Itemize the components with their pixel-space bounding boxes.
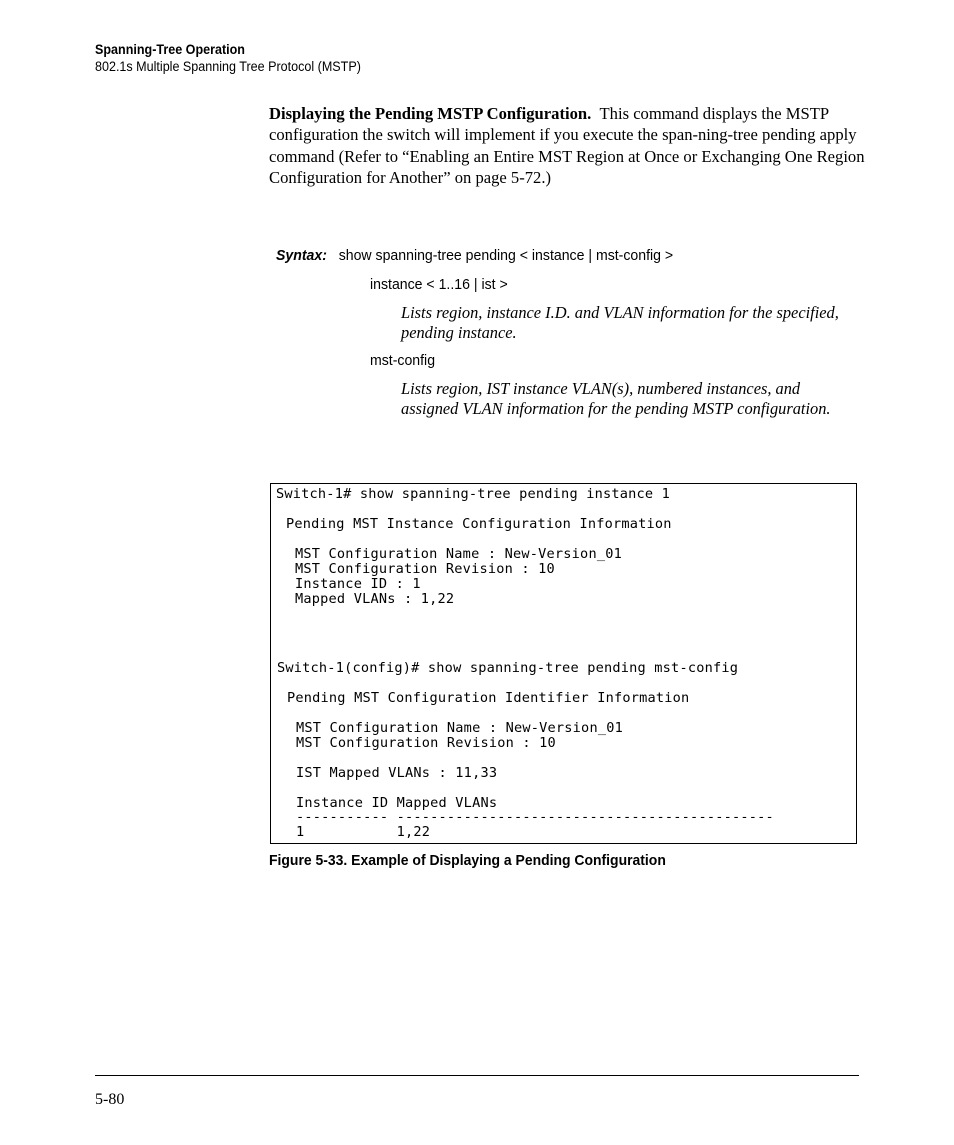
figure-caption: Figure 5-33. Example of Displaying a Pending Configuration (269, 852, 666, 869)
terminal-screenshot (270, 483, 857, 844)
terminal-line: MST Configuration Name : New-Version_01 (295, 546, 622, 562)
param-mst-config-description: Lists region, IST instance VLAN(s), numbered instances, and assigned VLAN information for the pending MSTP configuration. (401, 379, 831, 418)
page-number: 5-80 (95, 1091, 125, 1108)
terminal-table-header: Instance ID Mapped VLANs (296, 795, 498, 811)
terminal-title-1: Pending MST Instance Configuration Information (286, 516, 672, 532)
footer-rule (95, 1075, 859, 1076)
intro-text: This command displays the MSTP configuration the switch will implement if you execute the span-ning-tree pending apply command (Refer to “Enabling an Entire MST Region at Once or Exchanging One Region Configuration for Another” on page 5-72.) (269, 104, 865, 187)
terminal-command-1: Switch-1# show spanning-tree pending instance 1 (276, 486, 671, 502)
terminal-table-row: 1 1,22 (296, 824, 431, 840)
intro-paragraph (269, 103, 869, 188)
syntax-command: show spanning-tree pending < instance | mst-config > (338, 247, 674, 264)
terminal-line: MST Configuration Revision : 10 (296, 735, 556, 751)
param-instance-description: Lists region, instance I.D. and VLAN information for the specified, pending instance. (401, 303, 839, 342)
syntax-line (276, 246, 673, 266)
syntax-label: Syntax: (276, 247, 327, 264)
terminal-line: Instance ID : 1 (295, 576, 421, 592)
terminal-title-2: Pending MST Configuration Identifier Information (287, 690, 690, 706)
terminal-line: Mapped VLANs : 1,22 (295, 591, 455, 607)
terminal-command-2: Switch-1(config)# show spanning-tree pending mst-config (277, 660, 739, 676)
section-title: Spanning-Tree Operation (95, 42, 245, 57)
terminal-line: MST Configuration Revision : 10 (295, 561, 555, 577)
terminal-line: MST Configuration Name : New-Version_01 (296, 720, 623, 736)
intro-heading: Displaying the Pending MSTP Configuration. (269, 104, 592, 123)
terminal-table-rule: ----------- --------------------------------------------- (296, 809, 774, 825)
param-instance: instance < 1..16 | ist > (370, 276, 508, 293)
param-mst-config: mst-config (370, 352, 436, 369)
terminal-ist-line: IST Mapped VLANs : 11,33 (296, 765, 498, 781)
running-header (95, 41, 381, 75)
subsection-title: 802.1s Multiple Spanning Tree Protocol (MSTP) (95, 59, 361, 74)
